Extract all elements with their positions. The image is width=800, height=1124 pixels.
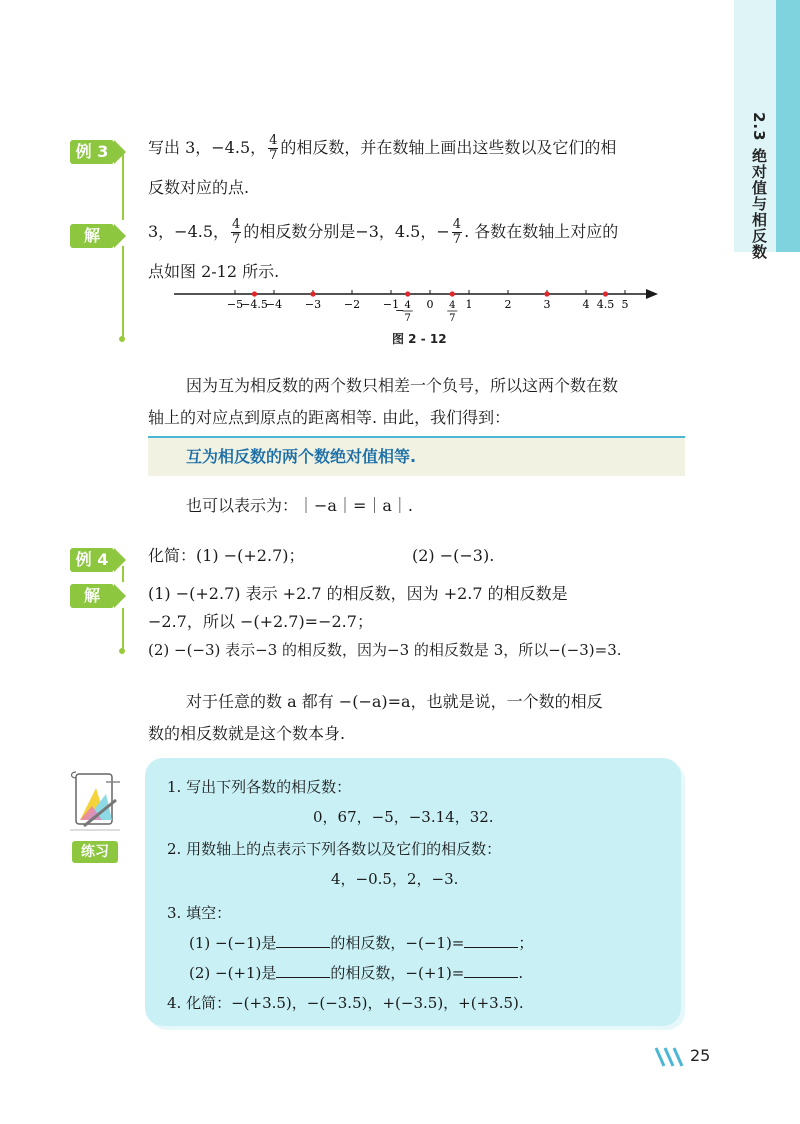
practice-q3-1: (1) −(−1)是 的相反数，−(−1)= ； <box>189 928 533 958</box>
example3-line2: 反数对应的点. <box>148 178 250 197</box>
practice-notebook-icon <box>66 770 124 840</box>
key-conclusion-box <box>148 436 685 476</box>
number-line-point <box>310 291 315 296</box>
key-conclusion-text: 互为相反数的两个数绝对值相等. <box>186 447 417 466</box>
number-line-tick-label: 1 <box>465 298 473 311</box>
practice-q2: 2. 用数轴上的点表示下列各数以及它们的相反数： <box>167 840 502 858</box>
para3-line1: 对于任意的数 a 都有 −(−a)=a，也就是说，一个数的相反 <box>186 692 603 711</box>
practice-label: 练习 <box>72 841 118 863</box>
practice-q2-values: 4，−0.5，2，−3. <box>331 870 459 888</box>
number-line-point <box>405 291 410 296</box>
solution3-end-dot <box>119 336 125 342</box>
number-line-point <box>450 291 455 296</box>
solution4-tag: 解 <box>70 584 114 608</box>
fraction-numerator: 4 <box>449 300 456 311</box>
practice-q1: 1. 写出下列各数的相反数： <box>167 778 352 796</box>
answer-blank[interactable] <box>464 961 518 978</box>
solution4-line3: (2) −(−3) 表示−3 的相反数，因为−3 的相反数是 3，所以−(−3)=3. <box>148 641 622 659</box>
practice-box <box>145 758 681 1026</box>
example3-tag: 例 3 <box>70 140 114 164</box>
number-line-tick-label: −3 <box>304 298 322 311</box>
practice-q3: 3. 填空： <box>167 904 232 922</box>
practice-q3-2: (2) −(+1)是 的相反数，−(+1)= . <box>189 958 523 988</box>
number-line-tick-label: 3 <box>543 298 551 311</box>
number-line-point <box>252 291 257 296</box>
answer-blank[interactable] <box>464 931 518 948</box>
number-line-arrow <box>646 289 658 299</box>
page-number: 25 <box>690 1046 711 1065</box>
number-line-point <box>544 291 549 296</box>
solution3-line1: 3，−4.5， $\frac{4}{7}$ 的相反数分别是−3，4.5，− $\frac{4}{7}$ . 各数在数轴上对应的 <box>148 217 619 247</box>
solution4-end-dot <box>119 648 125 654</box>
example4-text-b: (2) −(−3). <box>412 546 495 565</box>
para2: 也可以表示为：｜−a｜=｜a｜. <box>186 496 413 515</box>
number-line-tick-label: 0 <box>426 298 434 311</box>
number-line-tick-label: 5 <box>621 298 629 311</box>
number-line-tick-label: 4 <box>582 298 590 311</box>
fraction: $\frac{4}{7}$ <box>269 133 278 163</box>
solution3-tag-arrow <box>114 224 126 248</box>
solution3-guide-line <box>122 246 124 340</box>
page-number-decoration <box>654 1046 688 1068</box>
solution3-tag: 解 <box>70 224 114 248</box>
number-line-point <box>603 291 608 296</box>
practice-q1-values: 0，67，−5，−3.14，32. <box>313 808 494 826</box>
fraction-denominator: 7 <box>404 313 411 324</box>
number-line-tick-label: 4.5 <box>596 298 615 311</box>
practice-q4: 4. 化简：−(+3.5)，−(−3.5)，+(−3.5)，+(+3.5). <box>167 994 524 1012</box>
solution3-line2: 点如图 2-12 所示. <box>148 262 280 281</box>
number-line-tick-label: −5 <box>226 298 244 311</box>
example3-line1: 写出 3，−4.5， $\frac{4}{7}$ 的相反数，并在数轴上画出这些数以及它们的相 <box>148 133 617 163</box>
number-line-tick-label: −4.5 <box>241 298 268 311</box>
para1-line1: 因为互为相反数的两个数只相差一个负号，所以这两个数在数 <box>186 376 619 395</box>
number-line-tick-label: −1 <box>382 298 400 311</box>
solution4-guide-line <box>122 608 124 652</box>
answer-blank[interactable] <box>276 961 330 978</box>
chapter-tab-bar <box>776 0 800 252</box>
number-line-figure <box>168 282 668 328</box>
answer-blank[interactable] <box>276 931 330 948</box>
para3-line2: 数的相反数就是这个数本身. <box>148 724 346 743</box>
fraction-minus-sign: − <box>395 304 405 317</box>
number-line-tick-label: −2 <box>343 298 361 311</box>
example4-text-a: 化简：(1) −(+2.7)； <box>148 546 305 565</box>
fraction-numerator: 4 <box>404 300 411 311</box>
figure-caption: 图 2 - 12 <box>392 332 447 346</box>
para1-line2: 轴上的对应点到原点的距离相等. 由此，我们得到： <box>148 408 511 427</box>
example3-tag-arrow <box>114 140 126 164</box>
chapter-tab-title: 2.3 绝对值与相反数 <box>750 112 768 260</box>
number-line-tick-label: 2 <box>504 298 512 311</box>
example4-tag: 例 4 <box>70 548 114 572</box>
fraction-denominator: 7 <box>449 313 456 324</box>
number-line-tick-label: −4 <box>265 298 283 311</box>
solution4-tag-arrow <box>114 584 126 608</box>
solution4-line2: −2.7，所以 −(+2.7)=−2.7； <box>148 612 373 631</box>
solution4-line1: (1) −(+2.7) 表示 +2.7 的相反数，因为 +2.7 的相反数是 <box>148 584 568 603</box>
example4-tag-arrow <box>114 548 126 572</box>
